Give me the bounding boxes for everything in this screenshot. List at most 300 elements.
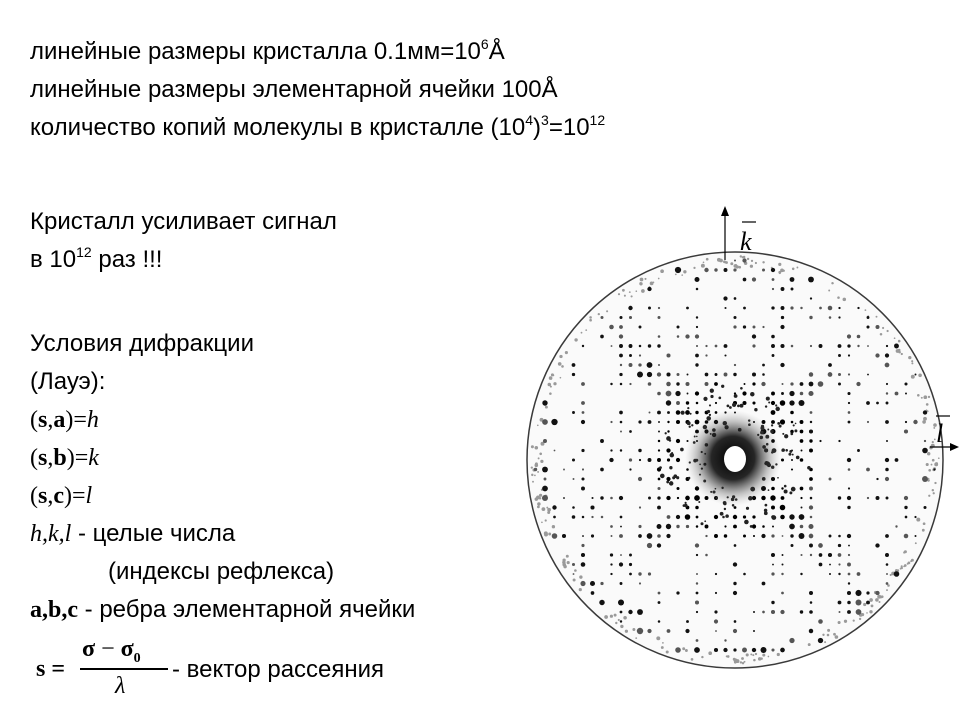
edge-speck [544, 533, 548, 537]
reflection-spot [677, 487, 680, 490]
reflection-spot [855, 590, 861, 596]
edge-speck [778, 263, 781, 266]
reflection-spot [762, 525, 765, 528]
reflection-spot [780, 344, 784, 348]
reflection-spot [639, 582, 641, 584]
reflection-spot [770, 495, 775, 500]
edge-speck [548, 383, 552, 387]
reflection-spot [610, 449, 612, 451]
inner-spot [718, 397, 721, 400]
reflection-spot [800, 382, 804, 386]
reflection-spot [848, 545, 850, 547]
reflection-spot [611, 535, 613, 537]
reflection-spot [838, 535, 841, 538]
reflection-spot [677, 335, 680, 338]
reflection-spot [733, 373, 736, 376]
cell-size-line: линейные размеры элементарной ячейки 100Å [30, 76, 558, 103]
reflection-spot [771, 420, 775, 424]
reflection-spot [552, 505, 556, 509]
reflection-spot [789, 638, 794, 643]
reflection-spot [620, 449, 622, 451]
reflection-spot [734, 259, 736, 261]
copies-exp-2: 3 [541, 112, 549, 128]
reflection-spot [809, 591, 813, 595]
reflection-spot [875, 325, 879, 329]
edge-speck [545, 519, 547, 521]
reflection-spot [771, 610, 775, 614]
inner-spot [703, 397, 707, 401]
reflection-spot [771, 306, 774, 309]
reflection-spot [771, 401, 775, 405]
reflection-spot [705, 535, 707, 537]
reflection-spot [886, 440, 888, 442]
reflection-spot [619, 334, 623, 338]
reflection-spot [609, 325, 614, 330]
reflection-spot [886, 392, 888, 394]
edge-speck [703, 261, 705, 263]
reflection-spot [649, 412, 651, 414]
reflection-spot [696, 516, 699, 519]
reflection-spot [723, 648, 727, 652]
reflection-spot [572, 373, 575, 376]
reflection-spot [581, 449, 584, 452]
reflection-spot [808, 524, 813, 529]
reflection-spot [772, 288, 774, 290]
edge-speck [548, 533, 551, 536]
reflection-spot [762, 268, 765, 271]
reflection-spot [658, 364, 660, 366]
reflection-spot [648, 420, 652, 424]
reflection-spot [791, 459, 793, 461]
reflection-spot [828, 553, 832, 557]
edge-speck [898, 340, 901, 343]
edge-speck [536, 495, 540, 499]
reflection-spot [752, 382, 755, 385]
reflection-spot [581, 401, 585, 405]
edge-speck [734, 661, 737, 664]
edge-speck [644, 278, 646, 280]
reflection-spot [762, 582, 766, 586]
reflection-spot [810, 297, 812, 299]
edge-speck [566, 555, 569, 558]
edge-speck [574, 338, 577, 341]
inner-spot [765, 504, 768, 507]
reflection-spot [705, 382, 709, 386]
edge-speck [930, 447, 932, 449]
edge-speck [682, 647, 685, 650]
inner-spot [704, 520, 706, 522]
inner-spot [698, 501, 700, 503]
reflection-spot [658, 335, 661, 338]
edge-speck [685, 649, 688, 652]
reflection-spot [733, 648, 736, 651]
reflection-spot [790, 534, 793, 537]
reflection-spot [542, 419, 548, 425]
beam-stop [724, 446, 746, 472]
reflection-spot [695, 600, 699, 604]
reflection-spot [848, 573, 851, 576]
reflection-spot [619, 344, 623, 348]
reflection-spot [810, 345, 812, 347]
copies-paren: ) [533, 114, 542, 141]
reflection-spot [809, 487, 813, 491]
reflection-spot [572, 458, 575, 461]
reflection-spot [828, 372, 833, 377]
reflection-spot [657, 458, 661, 462]
reflection-spot [791, 345, 794, 348]
reflection-spot [715, 630, 717, 632]
reflection-spot [781, 316, 784, 319]
edge-speck [911, 360, 913, 362]
reflection-spot [581, 477, 584, 480]
reflection-spot [591, 534, 594, 537]
reflection-spot [658, 440, 660, 442]
reflection-spot [875, 353, 879, 357]
inner-spot [792, 454, 794, 456]
reflection-spot [781, 496, 785, 500]
reflection-spot [809, 429, 813, 433]
hkl-text: - целые числа [71, 520, 236, 547]
reflection-spot [639, 506, 641, 508]
inner-spot [791, 487, 796, 492]
hkl-index-line: (индексы рефлекса) [108, 558, 335, 585]
reflection-spot [696, 288, 699, 291]
inner-spot [727, 405, 730, 408]
inner-spot [687, 407, 689, 409]
reflection-spot [685, 629, 689, 633]
inner-spot [665, 432, 667, 434]
reflection-spot [658, 449, 660, 451]
edge-speck [844, 620, 847, 623]
reflection-spot [638, 477, 642, 481]
reflection-spot [885, 534, 889, 538]
reflection-spot [648, 458, 652, 462]
reflection-spot [580, 581, 585, 586]
edge-speck [552, 374, 554, 376]
reflection-spot [847, 458, 851, 462]
edge-speck [549, 376, 553, 380]
inner-spot [781, 448, 785, 452]
edge-speck [932, 459, 935, 462]
edge-speck [534, 475, 536, 477]
reflection-spot [609, 458, 613, 462]
reflection-spot [847, 392, 850, 395]
inner-spot [710, 395, 713, 398]
reflection-spot [904, 429, 908, 433]
edge-speck [661, 646, 664, 649]
reflection-spot [648, 497, 651, 500]
edge-speck [780, 268, 784, 272]
reflection-spot [629, 468, 631, 470]
inner-spot [659, 466, 662, 469]
reflection-spot [620, 526, 622, 528]
reflection-spot [629, 554, 632, 557]
reflection-spot [922, 476, 928, 482]
edge-speck [740, 661, 742, 663]
sigma-a: σ [82, 636, 96, 662]
reflection-spot [780, 515, 785, 520]
reflection-spot [629, 430, 632, 433]
reflection-spot [666, 477, 670, 481]
inner-spot [670, 453, 675, 458]
reflection-spot [563, 469, 565, 471]
reflection-spot [658, 601, 661, 604]
eq1-vec: s [38, 407, 48, 433]
reflection-spot [696, 611, 698, 613]
inner-spot [724, 508, 726, 510]
inner-spot [777, 422, 780, 425]
reflection-spot [838, 383, 841, 386]
edge-speck [779, 272, 781, 274]
edge-speck [923, 421, 925, 423]
reflection-spot [628, 306, 632, 310]
reflection-spot [733, 591, 737, 595]
reflection-spot [904, 382, 907, 385]
reflection-spot [819, 440, 821, 442]
reflection-spot [800, 420, 804, 424]
reflection-spot [885, 553, 889, 557]
reflection-spot [780, 400, 786, 406]
reflection-spot [866, 601, 870, 605]
reflection-spot [647, 372, 652, 377]
edge-speck [751, 260, 753, 262]
edge-speck [777, 653, 780, 656]
reflection-spot [591, 591, 595, 595]
reflection-spot [801, 507, 803, 509]
reflection-spot [809, 629, 813, 633]
edge-speck [926, 463, 929, 466]
edge-speck [615, 622, 617, 624]
reflection-spot [838, 307, 840, 309]
edge-speck [658, 278, 660, 280]
reflection-spot [611, 345, 613, 347]
amplify-exponent: 12 [76, 244, 92, 260]
reflection-spot [810, 497, 813, 500]
reflection-spot [639, 459, 641, 461]
reflection-spot [895, 458, 899, 462]
reflection-spot [677, 497, 679, 499]
reflection-spot [886, 573, 888, 575]
edge-speck [725, 261, 728, 264]
reflection-spot [848, 373, 850, 375]
edge-speck [876, 316, 878, 318]
reflection-spot [657, 496, 660, 499]
crystal-size-text: линейные размеры кристалла 0.1мм=10 [30, 38, 481, 65]
inner-spot [740, 404, 744, 408]
reflection-spot [647, 543, 652, 548]
reflection-spot [572, 563, 575, 566]
reflection-spot [620, 364, 622, 366]
edge-speck [752, 654, 754, 656]
edge-speck [681, 274, 683, 276]
reflection-spot [658, 592, 661, 595]
reflection-spot [667, 629, 671, 633]
reflection-spot [818, 381, 824, 387]
reflection-spot [705, 554, 708, 557]
edge-speck [928, 396, 930, 398]
reflection-spot [619, 562, 623, 566]
reflection-spot [809, 477, 813, 481]
reflection-spot [752, 515, 755, 518]
reflection-spot [657, 543, 661, 547]
edge-speck [928, 469, 931, 472]
reflection-spot [572, 363, 576, 367]
edge-speck [934, 482, 936, 484]
formula-numerator [82, 636, 141, 667]
reflection-spot [753, 535, 755, 537]
edge-speck [808, 643, 811, 646]
edge-speck [762, 654, 765, 657]
reflection-spot [629, 344, 633, 348]
reflection-spot [629, 458, 632, 461]
reflection-spot [696, 582, 698, 584]
edge-speck [736, 265, 739, 268]
reflection-spot [838, 354, 841, 357]
reflection-spot [554, 450, 556, 452]
edge-speck [907, 563, 909, 565]
edge-speck [532, 481, 534, 483]
edge-speck [541, 521, 543, 523]
edge-speck [726, 655, 728, 657]
reflection-spot [696, 326, 698, 328]
reflection-spot [790, 306, 793, 309]
edge-speck [866, 612, 868, 614]
inner-spot [768, 401, 770, 403]
reflection-spot [715, 373, 718, 376]
edge-speck [730, 262, 733, 265]
reflection-spot [789, 514, 794, 519]
reflection-spot [838, 573, 840, 575]
reflection-spot [638, 572, 641, 575]
reflection-spot [666, 400, 671, 405]
reflection-spot [743, 535, 746, 538]
abc-line [30, 596, 415, 624]
inner-spot [725, 514, 729, 518]
inner-spot [681, 411, 685, 415]
reflection-spot [591, 516, 593, 518]
reflection-spot [591, 497, 593, 499]
crystal-size-line [30, 38, 505, 66]
edge-speck [553, 382, 556, 385]
edge-speck [911, 362, 913, 364]
reflection-spot [648, 344, 651, 347]
edge-speck [903, 551, 905, 553]
edge-speck [538, 457, 540, 459]
reflection-spot [800, 610, 803, 613]
reflection-spot [648, 382, 652, 386]
inner-spot [788, 453, 791, 456]
edge-speck [650, 282, 654, 286]
reflection-spot [696, 554, 698, 556]
reflection-spot [724, 268, 728, 272]
inner-spot [765, 405, 767, 407]
reflection-spot [619, 373, 622, 376]
inner-spot [691, 424, 693, 426]
reflection-spot [590, 505, 594, 509]
reflection-spot [581, 487, 585, 491]
reflection-spot [714, 610, 717, 613]
laue-equation-b: (s,b)=k [30, 445, 99, 471]
reflection-spot [809, 534, 814, 539]
laue-title: Условия дифракции [30, 330, 254, 357]
reflection-spot [573, 573, 575, 575]
reflection-spot [905, 516, 908, 519]
reflection-spot [781, 306, 785, 310]
edge-speck [880, 596, 883, 599]
reflection-spot [857, 307, 859, 309]
reflection-spot [666, 382, 671, 387]
reflection-spot [895, 525, 897, 527]
reflection-spot [801, 450, 803, 452]
reflection-spot [752, 277, 756, 281]
reflection-spot [809, 372, 813, 376]
diffraction-pattern [520, 200, 960, 720]
reflection-spot [885, 458, 889, 462]
reflection-spot [771, 344, 775, 348]
reflection-spot [847, 496, 851, 500]
reflection-spot [714, 648, 718, 652]
edge-speck [926, 403, 929, 406]
crystal-size-unit: Å [488, 38, 505, 65]
inner-spot [732, 403, 736, 407]
reflection-spot [904, 496, 908, 500]
reflection-spot [867, 345, 869, 347]
edge-speck [631, 295, 633, 297]
inner-spot [685, 502, 687, 504]
edge-speck [880, 333, 883, 336]
laue-subtitle: (Лауэ): [30, 368, 106, 395]
reflection-spot [687, 393, 689, 395]
reflection-spot [705, 345, 707, 347]
reflection-spot [761, 534, 765, 538]
edge-speck [625, 630, 628, 633]
reflection-spot [818, 638, 823, 643]
edge-speck [910, 560, 912, 562]
reflection-spot [638, 449, 641, 452]
reflection-spot [724, 534, 727, 537]
reflection-spot [552, 533, 558, 539]
reflection-spot [610, 563, 612, 565]
reflection-spot [638, 420, 641, 423]
reflection-spot [847, 601, 851, 605]
reflection-spot [686, 525, 689, 528]
reflection-spot [848, 468, 851, 471]
reflection-spot [676, 458, 680, 462]
edge-speck [573, 578, 576, 581]
eq1-sep: , [47, 407, 54, 433]
reflection-spot [782, 554, 784, 556]
reflection-spot [677, 326, 680, 329]
edge-speck [835, 635, 839, 639]
edge-speck [901, 353, 903, 355]
reflection-spot [715, 573, 717, 575]
reflection-spot [790, 277, 795, 282]
reflection-spot [742, 648, 747, 653]
edge-speck [915, 542, 917, 544]
crystal-size-exponent: 6 [480, 36, 489, 52]
reflection-spot [819, 553, 823, 557]
reflection-spot [829, 478, 832, 481]
edge-speck [537, 502, 540, 505]
edge-speck [539, 453, 542, 456]
reflection-spot [848, 487, 850, 489]
edge-speck [560, 377, 562, 379]
reflection-spot [809, 449, 813, 453]
reflection-spot [742, 391, 746, 395]
reflection-spot [676, 420, 680, 424]
fraction-bar [80, 668, 168, 670]
reflection-spot [657, 487, 660, 490]
